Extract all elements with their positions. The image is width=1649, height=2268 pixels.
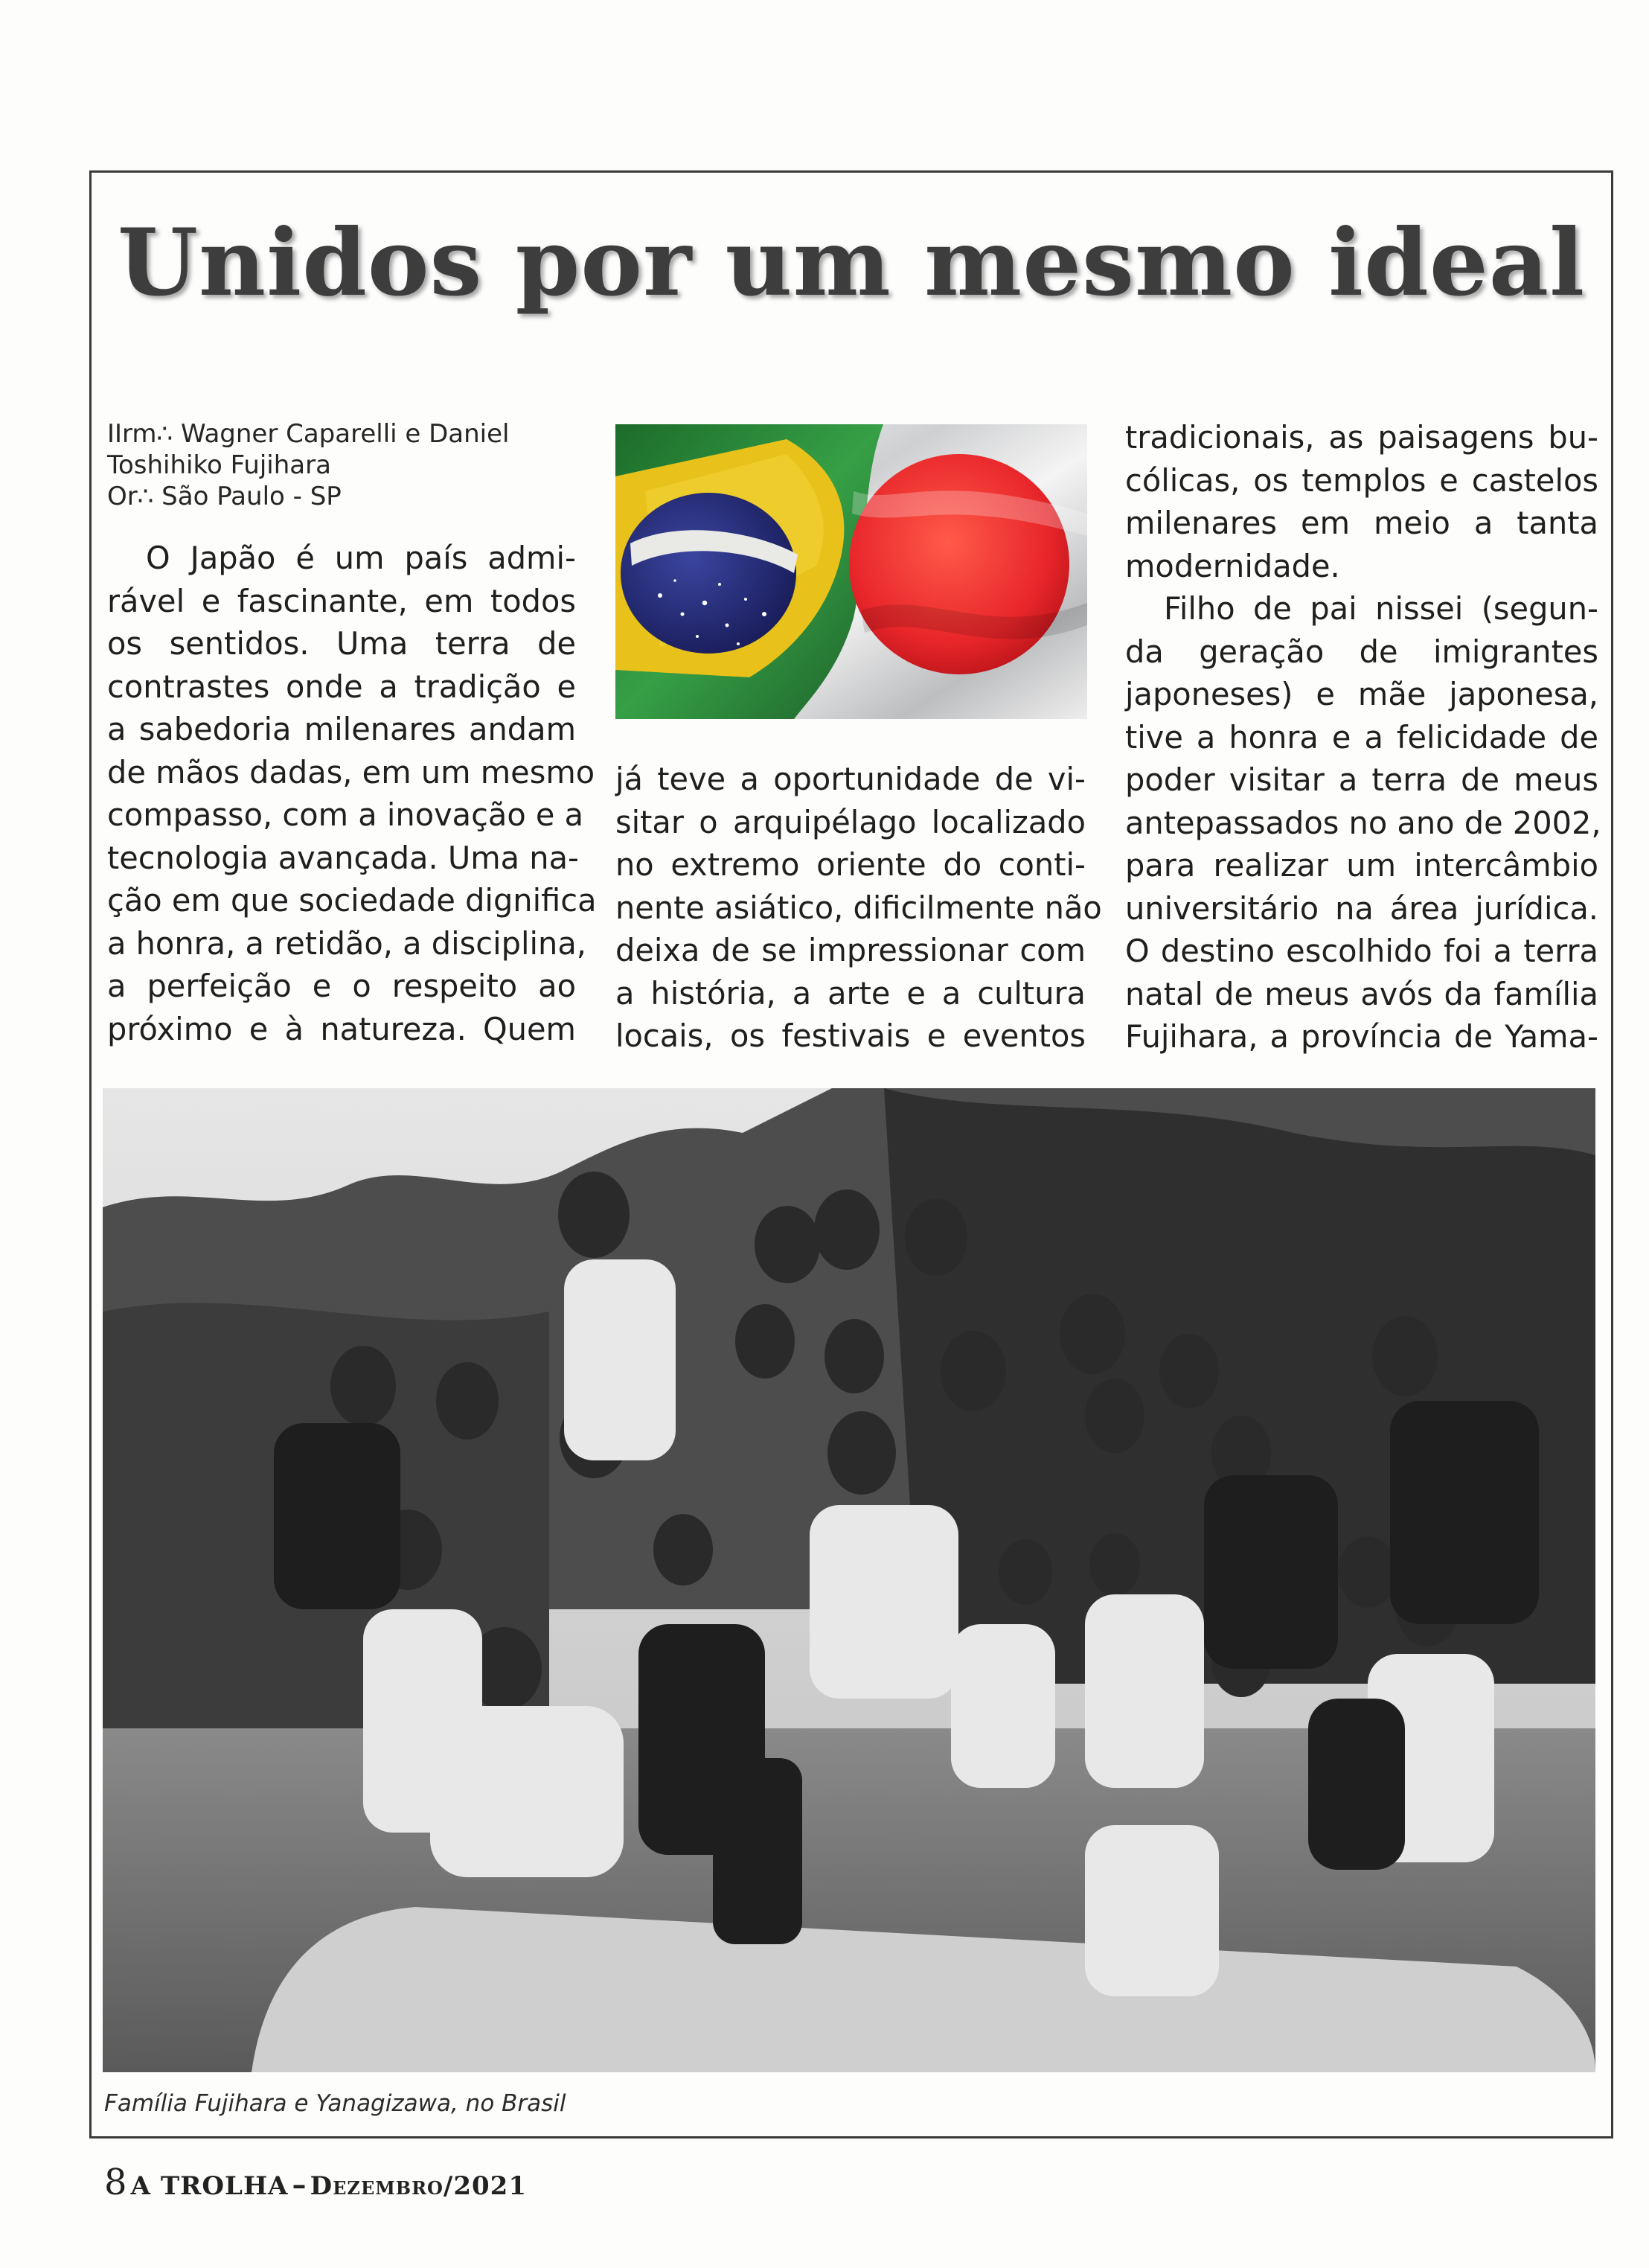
text-line: rável e fascinante, em todos xyxy=(107,582,576,619)
author-line: Toshihiko Fujihara xyxy=(107,450,331,480)
text-line: japoneses) e mãe japonesa, xyxy=(1125,676,1598,712)
text-line: ção em que sociedade dignifica xyxy=(107,882,597,919)
photo-caption: Família Fujihara e Yanagizawa, no Brasil xyxy=(104,2090,566,2117)
text-line: natal de meus avós da família xyxy=(1125,975,1598,1012)
text-line: a perfeição e o respeito ao xyxy=(107,968,576,1004)
text-line: no extremo oriente do conti- xyxy=(615,846,1086,883)
publication-name: A TROLHA xyxy=(130,2171,289,2201)
brazil-japan-flags-image xyxy=(615,424,1087,719)
text-line: O Japão é um país admi- xyxy=(146,540,576,576)
text-line: universitário na área jurídica. xyxy=(1125,889,1598,927)
text-line: antepassados no ano de 2002, xyxy=(1125,804,1601,841)
text-line: modernidade. xyxy=(1125,547,1340,584)
text-line: para realizar um intercâmbio xyxy=(1125,847,1598,884)
footer-separator: – xyxy=(292,2168,307,2201)
text-line: tradicionais, as paisagens bu- xyxy=(1125,419,1598,456)
author-byline xyxy=(107,418,583,512)
text-line: poder visitar a terra de meus xyxy=(1125,761,1598,798)
text-line: próximo e à natureza. Quem xyxy=(107,1010,576,1047)
text-line: sitar o arquipélago localizado xyxy=(615,803,1086,840)
text-column-1 xyxy=(107,537,597,1050)
text-line: a honra, a retidão, a disciplina, xyxy=(107,924,586,962)
text-line: locais, os festivais e eventos xyxy=(615,1018,1086,1054)
text-line: compasso, com a inovação e a xyxy=(107,796,584,833)
page-footer xyxy=(104,2162,527,2203)
text-line: tive a honra e a felicidade de xyxy=(1125,718,1598,756)
family-photo-illustration xyxy=(103,1088,1595,2072)
author-location: Or∴ São Paulo - SP xyxy=(107,482,342,511)
page-number: 8 xyxy=(104,2162,127,2203)
text-line: da geração de imigrantes xyxy=(1125,633,1598,670)
issue-date: Dezembro/2021 xyxy=(310,2171,527,2201)
text-line: O destino escolhido foi a terra xyxy=(1125,933,1598,969)
text-line: contrastes onde a tradição e xyxy=(107,668,576,705)
text-line: já teve a oportunidade de vi- xyxy=(615,761,1086,797)
family-photo xyxy=(103,1088,1595,2072)
text-line: Fujihara, a província de Yama- xyxy=(1125,1018,1598,1055)
text-line: a história, a arte e a cultura xyxy=(615,974,1086,1012)
text-line: Filho de pai nissei (segun- xyxy=(1164,590,1598,627)
text-line: a sabedoria milenares andam xyxy=(107,711,576,747)
author-line: IIrm∴ Wagner Caparelli e Daniel xyxy=(107,419,510,449)
text-line: de mãos dadas, em um mesmo xyxy=(107,753,595,790)
text-line: cólicas, os templos e castelos xyxy=(1125,461,1598,499)
text-column-3 xyxy=(1125,416,1601,1058)
text-line: os sentidos. Uma terra de xyxy=(107,625,576,662)
text-line: milenares em meio a tanta xyxy=(1125,505,1598,541)
text-column-2 xyxy=(615,758,1102,1058)
text-line: deixa de se impressionar com xyxy=(615,932,1086,968)
text-line: nente asiático, dificilmente não xyxy=(615,889,1102,926)
article-title: Unidos por um mesmo ideal xyxy=(117,209,1586,317)
text-line: tecnologia avançada. Uma na- xyxy=(107,839,579,876)
flags-illustration xyxy=(615,424,1087,719)
